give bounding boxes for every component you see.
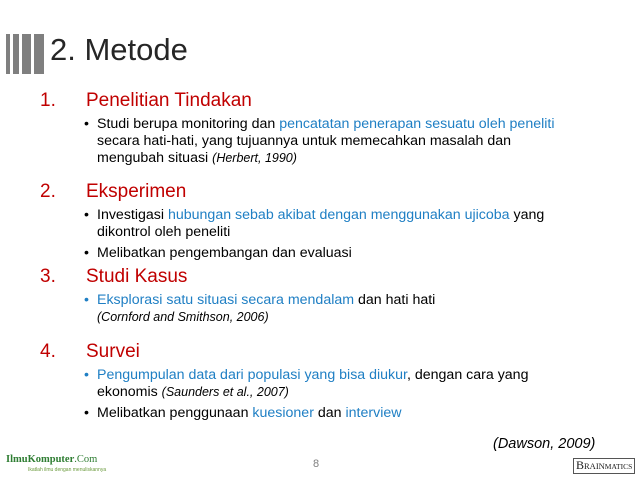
- method-heading: [40, 265, 630, 289]
- brainmatics-logo-caps: RAIN: [584, 461, 605, 471]
- bullet-text-segment: Eksplorasi satu situasi secara mendalam: [97, 292, 355, 308]
- logo-brand-text: IlmuKomputer: [6, 454, 75, 465]
- bullet-dot: •: [84, 367, 89, 383]
- bullet-text-segment: Pengumpulan data dari populasi yang bisa diukur: [97, 367, 407, 383]
- bullet-dot: •: [84, 207, 89, 223]
- method-heading-text: Eksperimen: [86, 181, 187, 202]
- bullet-list: [40, 292, 630, 326]
- method-number: 2.: [40, 181, 56, 202]
- method-heading-text: Studi Kasus: [86, 266, 188, 287]
- brainmatics-logo-initial: B: [576, 458, 585, 472]
- method-number: 3.: [40, 266, 56, 287]
- method-section: [40, 180, 630, 266]
- bullet-text-segment: Investigasi: [97, 207, 168, 223]
- bullet-dot: •: [84, 245, 89, 261]
- brainmatics-logo: [573, 458, 631, 473]
- source-citation: (Dawson, 2009): [493, 436, 596, 452]
- method-heading-text: Penelitian Tindakan: [86, 90, 252, 111]
- bullet-list: [40, 207, 630, 262]
- bullet-text-segment: kuesioner: [252, 405, 314, 421]
- bullet-list: [40, 116, 630, 167]
- method-section: [40, 265, 630, 330]
- method-section: [40, 89, 630, 171]
- bullet-text-segment: Melibatkan pengembangan dan evaluasi: [97, 245, 352, 261]
- bullet-item: [40, 405, 567, 422]
- ilmukomputer-logo: [6, 454, 107, 474]
- bullet-text-segment: , dengan cara yang ekonomis: [97, 367, 529, 400]
- bullet-text-segment: secara hati-hati, yang tujuannya untuk memecahkan masalah dan mengubah situasi: [97, 133, 512, 166]
- bullet-item: [40, 245, 567, 262]
- bullet-text-segment: yang dikontrol oleh peneliti: [97, 207, 545, 240]
- bullet-item: [40, 292, 567, 326]
- method-number: 1.: [40, 90, 56, 111]
- bullet-text-segment: dan hati hati: [354, 292, 436, 308]
- method-number: 4.: [40, 341, 56, 362]
- bullet-text-segment: Studi berupa monitoring dan: [97, 116, 280, 132]
- bullet-list: [40, 367, 630, 422]
- method-heading: [40, 89, 630, 113]
- bullet-item: [40, 367, 567, 401]
- bullet-dot: •: [84, 116, 89, 132]
- bullet-text-segment: (Herbert, 1990): [212, 151, 297, 165]
- bullet-text-segment: (Saunders et al., 2007): [161, 385, 289, 399]
- bullet-dot: •: [84, 292, 89, 308]
- brainmatics-logo-small: MATICS: [604, 462, 633, 471]
- slide-title: 2. Metode: [50, 32, 188, 67]
- bullet-text-segment: pencatatan penerapan sesuatu oleh peneliti: [279, 116, 555, 132]
- title-decoration-bars: [6, 34, 44, 74]
- method-section: [40, 340, 630, 426]
- bullet-text-segment: Melibatkan penggunaan: [97, 405, 253, 421]
- logo-tagline: Ikatlah ilmu dengan menuliskannya: [28, 467, 107, 473]
- page-number: 8: [313, 458, 320, 470]
- method-heading: [40, 340, 630, 364]
- bullet-text-segment: interview: [345, 405, 402, 421]
- bullet-text-segment: (Cornford and Smithson, 2006): [97, 310, 269, 324]
- bullet-dot: •: [84, 405, 89, 421]
- bullet-item: [40, 207, 567, 241]
- logo-domain-text: .Com: [74, 454, 98, 465]
- method-heading: [40, 180, 630, 204]
- bullet-item: [40, 116, 567, 167]
- method-heading-text: Survei: [86, 341, 140, 362]
- bullet-text-segment: dan: [313, 405, 346, 421]
- bullet-text-segment: hubungan sebab akibat dengan menggunakan ujicoba: [167, 207, 510, 223]
